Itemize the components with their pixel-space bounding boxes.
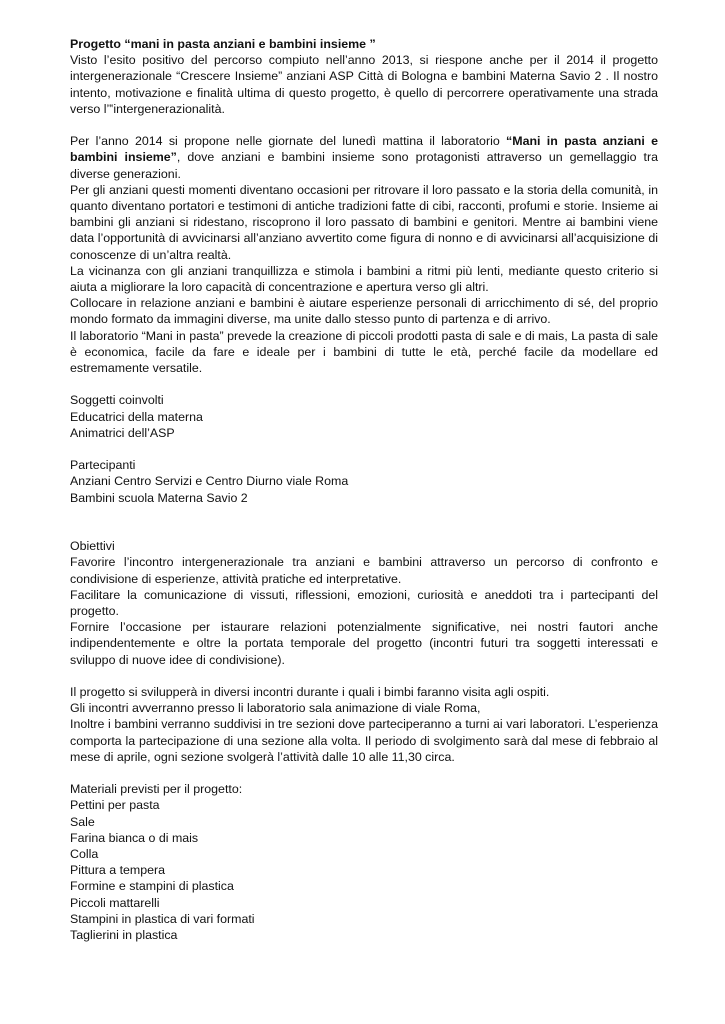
list-item: Formine e stampini di plastica — [70, 879, 234, 894]
paragraph-anziani: Per gli anziani questi momenti diventano occasioni per ritrovare il loro passato e la storia della comunità, in quanto diventano portatori e testimoni di antiche tradizioni fatte di cibi, racconti, profumi e storie. Insieme ai bambini gli anziani si ridestano, riscoprono il loro passato di bambini e genitori. Mentre ai bambini viene data l’opportunità di avvicinarsi all’anziano avvertito come figura di nonno e di avvicinarsi all’acquisizione di conoscenze di un’altra realtà. — [70, 182, 658, 262]
list-item: Colla — [70, 847, 99, 862]
obiettivo-item: Facilitare la comunicazione di vissuti, riflessioni, emozioni, curiosità e aneddoti tra i partecipanti del progetto. — [70, 587, 658, 619]
list-item: Sale — [70, 814, 95, 829]
materiali-section — [70, 781, 658, 943]
paragraph-vicinanza: La vicinanza con gli anziani tranquillizza e stimola i bambini a ritmi più lenti, mediante questo criterio si aiuta a migliorare la loro capacità di concentrazione e apertura verso gli altri. — [70, 263, 658, 295]
lab-name-bold: “Mani in pasta anziani e bambini insieme” — [70, 134, 658, 165]
svolgimento-section — [70, 684, 658, 765]
proposal-text-before: Per l’anno 2014 si propone nelle giornate del lunedì mattina il laboratorio — [70, 134, 507, 149]
svolgimento-line: Il progetto si svilupperà in diversi incontri durante i quali i bimbi faranno visita agli ospiti. — [70, 685, 550, 700]
partecipanti-section — [70, 457, 658, 506]
proposal-text-after: , dove anziani e bambini insieme sono protagonisti attraverso un gemellaggio tra diverse generazioni. — [70, 150, 658, 181]
list-item: Piccoli mattarelli — [70, 895, 160, 910]
list-item: Bambini scuola Materna Savio 2 — [70, 490, 248, 505]
list-item: Stampini in plastica di vari formati — [70, 911, 255, 926]
list-item: Animatrici dell’ASP — [70, 425, 175, 440]
list-item: Educatrici della materna — [70, 409, 203, 424]
list-item: Anziani Centro Servizi e Centro Diurno viale Roma — [70, 474, 349, 489]
list-item: Pittura a tempera — [70, 863, 166, 878]
partecipanti-heading: Partecipanti — [70, 458, 136, 473]
soggetti-section — [70, 392, 658, 441]
materiali-heading: Materiali previsti per il progetto: — [70, 782, 243, 797]
list-item: Taglierini in plastica — [70, 928, 178, 943]
svolgimento-line: Gli incontri avverranno presso li laboratorio sala animazione di viale Roma, — [70, 701, 481, 716]
paragraph-laboratorio: Il laboratorio “Mani in pasta” prevede la creazione di piccoli prodotti pasta di sale e di mais, La pasta di sale è economica, facile da fare e ideale per i bambini di tutte le età, perché facile da modellare ed estremamente versatile. — [70, 328, 658, 376]
proposal-paragraph — [70, 133, 658, 182]
intro-paragraph: Visto l’esito positivo del percorso compiuto nell’anno 2013, si riespone anche per il 2014 il progetto intergenerazionale “Crescere Insieme” anziani ASP Città di Bologna e bambini Materna Savio 2 . Il nostro intento, motivazione e finalità ultima di questo progetto, è quello di percorrere operativamente una strada verso l’‟intergenerazionalità. — [70, 53, 658, 116]
obiettivi-heading: Obiettivi — [70, 539, 115, 554]
obiettivo-item: Fornire l’occasione per istaurare relazioni potenzialmente significative, nei nostri fautori anche indipendentemente e oltre la portata temporale del progetto (incontri futuri tra soggetti interessati e sviluppo di nuove idee di condivisione). — [70, 620, 658, 667]
list-item: Pettini per pasta — [70, 798, 160, 813]
document-page — [70, 36, 658, 943]
obiettivo-item: Favorire l’incontro intergenerazionale tra anziani e bambini attraverso un percorso di confronto e condivisione di esperienze, attività pratiche ed interpretative. — [70, 555, 658, 586]
obiettivi-section — [70, 538, 658, 668]
document-title: Progetto “mani in pasta anziani e bambini insieme ” — [70, 37, 376, 51]
list-item: Farina bianca o di mais — [70, 830, 199, 845]
svolgimento-line: Inoltre i bambini verranno suddivisi in tre sezioni dove parteciperanno a turni ai vari laboratori. L’esperienza comporta la partecipazione di una sezione alla volta. Il periodo di svolgimento sarà dal mese di febbraio al mese di aprile, ogni sezione svolgerà l’attività dalle 10 alle 11,30 circa. — [70, 717, 658, 764]
paragraph-relazione: Collocare in relazione anziani e bambini è aiutare esperienze personali di arricchimento di sé, del proprio mondo formato da immagini diverse, ma unite dallo stesso punto di partenza e di arrivo. — [70, 296, 658, 327]
soggetti-heading: Soggetti coinvolti — [70, 393, 164, 408]
